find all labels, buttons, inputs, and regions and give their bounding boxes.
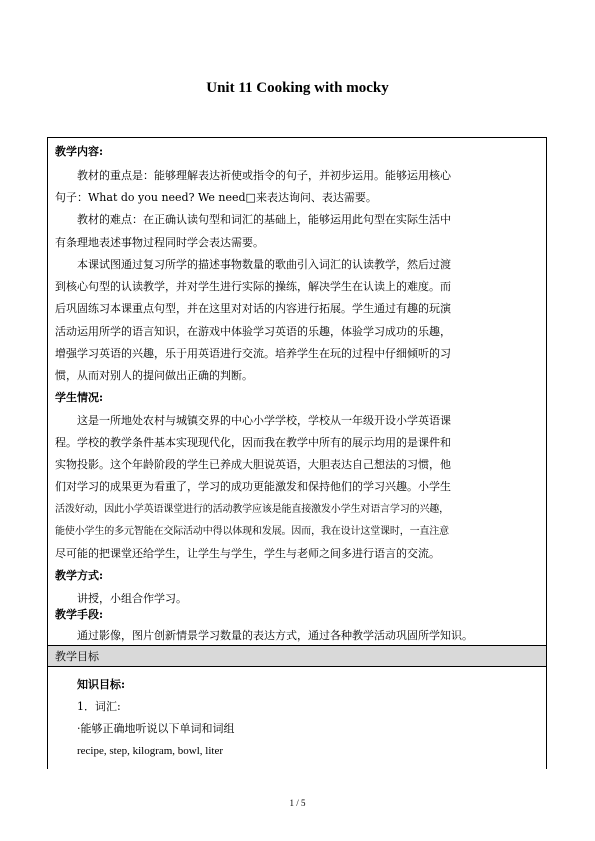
content-paragraph-3-line-2: 到核心句型的认读教学，并对学生进行实际的操练，解决学生在认读上的难度。而: [55, 280, 451, 293]
content-paragraph-3-line-4: 活动运用所学的语言知识，在游戏中体验学习英语的乐趣，体验学习成功的乐趣，: [55, 325, 451, 338]
content-paragraph-1-line-2: 句子：What do you need? We need□来表达询问、表达需要。: [55, 191, 377, 204]
students-line-3: 实物投影。这个年龄阶段的学生已养成大胆说英语，大胆表达自己想法的习惯，他: [55, 458, 451, 471]
content-paragraph-3-line-3: 后巩固练习本课重点句型，并在这里对对话的内容进行拓展。学生通过有趣的玩演: [55, 302, 451, 315]
method-text: 讲授，小组合作学习。: [77, 592, 187, 605]
vocab-heading: 1．词汇:: [77, 700, 121, 713]
students-line-2: 程。学校的教学条件基本实现现代化，因而我在教学中所有的展示均用的是课件和: [55, 436, 451, 449]
means-heading: 教学手段:: [55, 608, 104, 621]
vocab-words: recipe, step, kilogram, bowl, liter: [77, 745, 224, 757]
students-line-6: 能使小学生的多元智能在交际活动中得以体现和发展。因而，我在设计这堂课时，一直注意: [55, 526, 449, 537]
content-paragraph-3-line-5: 增强学习英语的兴趣，乐于用英语进行交流。培养学生在玩的过程中仔细倾听的习: [55, 347, 451, 360]
students-line-1: 这是一所地处农村与城镇交界的中心小学学校，学校从一年级开设小学英语课: [77, 414, 451, 427]
content-paragraph-2-line-2: 有条理地表述事物过程同时学会表达需要。: [55, 236, 264, 249]
method-heading: 教学方式:: [55, 569, 104, 582]
teaching-goals-label: 教学目标: [55, 650, 99, 663]
content-paragraph-2-line-1: 教材的难点：在正确认读句型和词汇的基础上，能够运用此句型在实际生活中: [77, 213, 451, 226]
content-heading: 教学内容:: [55, 145, 104, 158]
content-paragraph-3-line-1: 本课试图通过复习所学的描述事物数量的歌曲引入词汇的认读教学，然后过渡: [77, 258, 451, 271]
content-paragraph-1-line-1: 教材的重点是：能够理解表达祈使或指令的句子，并初步运用。能够运用核心: [77, 169, 451, 182]
lesson-plan-table: [47, 137, 547, 769]
students-line-4: 们对学习的成果更为看重了，学习的成功更能激发和保持他们的学习兴趣。小学生: [55, 480, 451, 493]
students-line-7: 尽可能的把课堂还给学生，让学生与学生，学生与老师之间多进行语言的交流。: [55, 547, 440, 560]
students-line-5: 活泼好动，因此小学英语课堂进行的活动教学应该是能直接激发小学生对语言学习的兴趣，: [55, 504, 449, 515]
means-text: 通过影像，图片创新情景学习数量的表达方式，通过各种教学活动巩固所学知识。: [77, 629, 473, 642]
vocab-item: ·能够正确地听说以下单词和词组: [77, 722, 235, 735]
content-paragraph-3-line-6: 惯，从而对别人的提问做出正确的判断。: [55, 369, 253, 382]
page-number: 1 / 5: [289, 798, 306, 808]
knowledge-heading: 知识目标:: [77, 678, 126, 691]
document-title: Unit 11 Cooking with mocky: [206, 80, 389, 96]
teaching-goals-bar: [48, 645, 546, 667]
students-heading: 学生情况:: [55, 391, 104, 404]
